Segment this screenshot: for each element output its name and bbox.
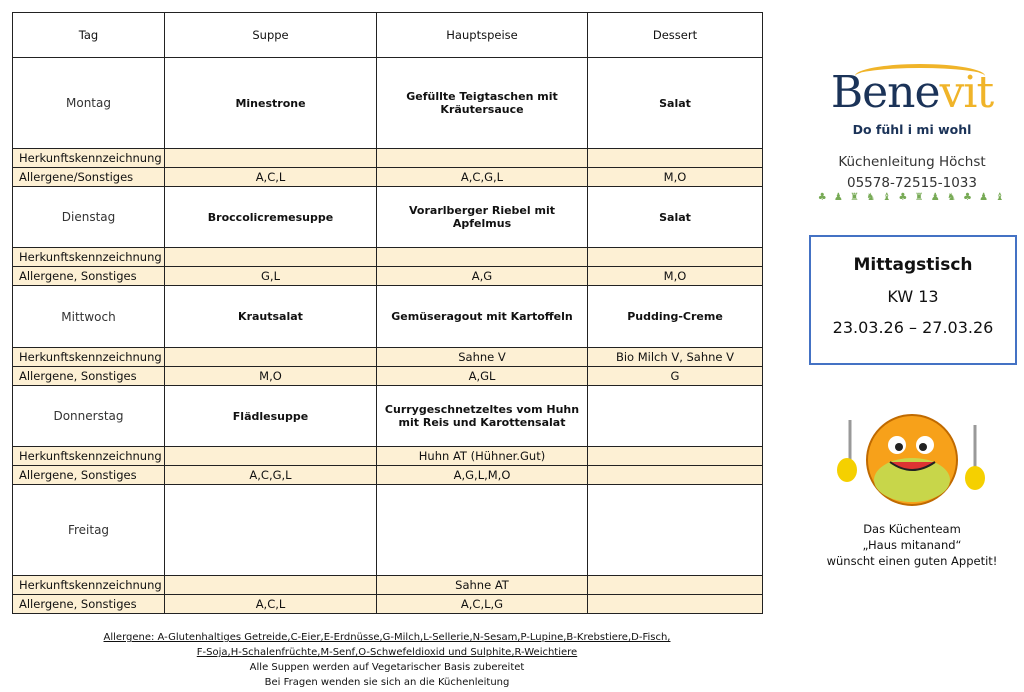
allergen-value: A,C,L [165, 595, 377, 614]
origin-value [165, 576, 377, 595]
main-dish: Gemüseragout mit Kartoffeln [377, 286, 588, 348]
calendar-week: KW 13 [887, 287, 939, 306]
allergen-row [13, 367, 763, 386]
allergen-value: M,O [588, 168, 763, 187]
allergen-label: Allergene/Sonstiges [13, 168, 165, 187]
origin-row [13, 149, 763, 168]
allergen-value: G [588, 367, 763, 386]
allergen-label: Allergene, Sonstiges [13, 466, 165, 485]
header-row [13, 13, 763, 58]
allergen-value [588, 466, 763, 485]
team-greeting [800, 521, 1024, 569]
decorative-figures-icon: ♣ ♟ ♜ ♞ ♝ ♣ ♜ ♟ ♞ ♣ ♟ ♝ [817, 192, 1007, 203]
origin-label: Herkunftskennzeichnung [13, 576, 165, 595]
main-dish [377, 485, 588, 576]
header-suppe: Suppe [165, 13, 377, 58]
origin-label: Herkunftskennzeichnung [13, 149, 165, 168]
dessert [588, 386, 763, 447]
origin-value [377, 149, 588, 168]
soup: Flädlesuppe [165, 386, 377, 447]
team-line-2: „Haus mitanand“ [862, 538, 962, 552]
origin-value [588, 149, 763, 168]
allergen-value [588, 595, 763, 614]
allergen-row [13, 267, 763, 286]
allergen-row [13, 595, 763, 614]
origin-value: Sahne AT [377, 576, 588, 595]
team-line-3: wünscht einen guten Appetit! [826, 554, 998, 568]
questions-note: Bei Fragen wenden sie sich an die Küchenleitung [264, 677, 510, 688]
day-row [13, 286, 763, 348]
menu-table [12, 12, 763, 614]
date-range: 23.03.26 – 27.03.26 [832, 318, 994, 337]
dessert [588, 485, 763, 576]
soup-note: Alle Suppen werden auf Vegetarischer Basis zubereitet [249, 662, 525, 673]
origin-value [165, 149, 377, 168]
box-title: Mittagstisch [853, 255, 973, 275]
day-name: Freitag [13, 485, 165, 576]
soup: Krautsalat [165, 286, 377, 348]
allergen-value: A,C,L [165, 168, 377, 187]
footer-notes [0, 630, 774, 690]
allergen-label: Allergene, Sonstiges [13, 595, 165, 614]
soup [165, 485, 377, 576]
mittagstisch-box [809, 235, 1017, 365]
header-tag: Tag [13, 13, 165, 58]
origin-row [13, 576, 763, 595]
origin-value: Sahne V [377, 348, 588, 367]
kitchen-title: Küchenleitung Höchst [838, 154, 986, 170]
day-name: Donnerstag [13, 386, 165, 447]
main-dish: Vorarlberger Riebel mit Apfelmus [377, 187, 588, 248]
origin-value [588, 248, 763, 267]
day-row [13, 386, 763, 447]
allergen-label: Allergene, Sonstiges [13, 267, 165, 286]
origin-row [13, 348, 763, 367]
origin-value [588, 447, 763, 466]
allergen-legend-2: F-Soja,H-Schalenfrüchte,M-Senf,O-Schwefeldioxid und Sulphite,R-Weichtiere [196, 647, 578, 658]
contact-info [800, 152, 1024, 194]
origin-label: Herkunftskennzeichnung [13, 248, 165, 267]
allergen-value: A,C,G,L [165, 466, 377, 485]
phone: 05578-72515-1033 [847, 175, 977, 191]
origin-value: Bio Milch V, Sahne V [588, 348, 763, 367]
smiley-mascot-icon [825, 410, 995, 510]
allergen-legend-1: Allergene: A-Glutenhaltiges Getreide,C-Eier,E-Erdnüsse,G-Milch,L-Sellerie,N-Sesam,P-Lupine,B-Krebstiere,D-Fisch, [103, 632, 671, 643]
day-row [13, 485, 763, 576]
origin-value [377, 248, 588, 267]
allergen-value: G,L [165, 267, 377, 286]
allergen-value: A,G [377, 267, 588, 286]
origin-value [165, 248, 377, 267]
allergen-value: A,C,L,G [377, 595, 588, 614]
slogan: Do fühl i mi wohl [852, 122, 972, 137]
day-name: Dienstag [13, 187, 165, 248]
allergen-label: Allergene, Sonstiges [13, 367, 165, 386]
dessert: Pudding-Creme [588, 286, 763, 348]
header-hauptspeise: Hauptspeise [377, 13, 588, 58]
main-dish: Gefüllte Teigtaschen mit Kräutersauce [377, 58, 588, 149]
origin-label: Herkunftskennzeichnung [13, 447, 165, 466]
day-row [13, 58, 763, 149]
origin-label: Herkunftskennzeichnung [13, 348, 165, 367]
allergen-value: A,G,L,M,O [377, 466, 588, 485]
dessert: Salat [588, 58, 763, 149]
dessert: Salat [588, 187, 763, 248]
header-dessert: Dessert [588, 13, 763, 58]
origin-row [13, 447, 763, 466]
allergen-value: A,GL [377, 367, 588, 386]
allergen-row [13, 466, 763, 485]
day-name: Mittwoch [13, 286, 165, 348]
origin-value [588, 576, 763, 595]
origin-value [165, 447, 377, 466]
benevit-logo: Benevit Do fühl i mi wohl [800, 68, 1024, 137]
soup: Broccolicremesuppe [165, 187, 377, 248]
day-name: Montag [13, 58, 165, 149]
allergen-row [13, 168, 763, 187]
day-row [13, 187, 763, 248]
origin-value: Huhn AT (Hühner.Gut) [377, 447, 588, 466]
allergen-value: A,C,G,L [377, 168, 588, 187]
allergen-value: M,O [165, 367, 377, 386]
origin-value [165, 348, 377, 367]
allergen-value: M,O [588, 267, 763, 286]
soup: Minestrone [165, 58, 377, 149]
main-dish: Currygeschnetzeltes vom Huhn mit Reis und Karottensalat [377, 386, 588, 447]
origin-row [13, 248, 763, 267]
team-line-1: Das Küchenteam [863, 522, 961, 536]
